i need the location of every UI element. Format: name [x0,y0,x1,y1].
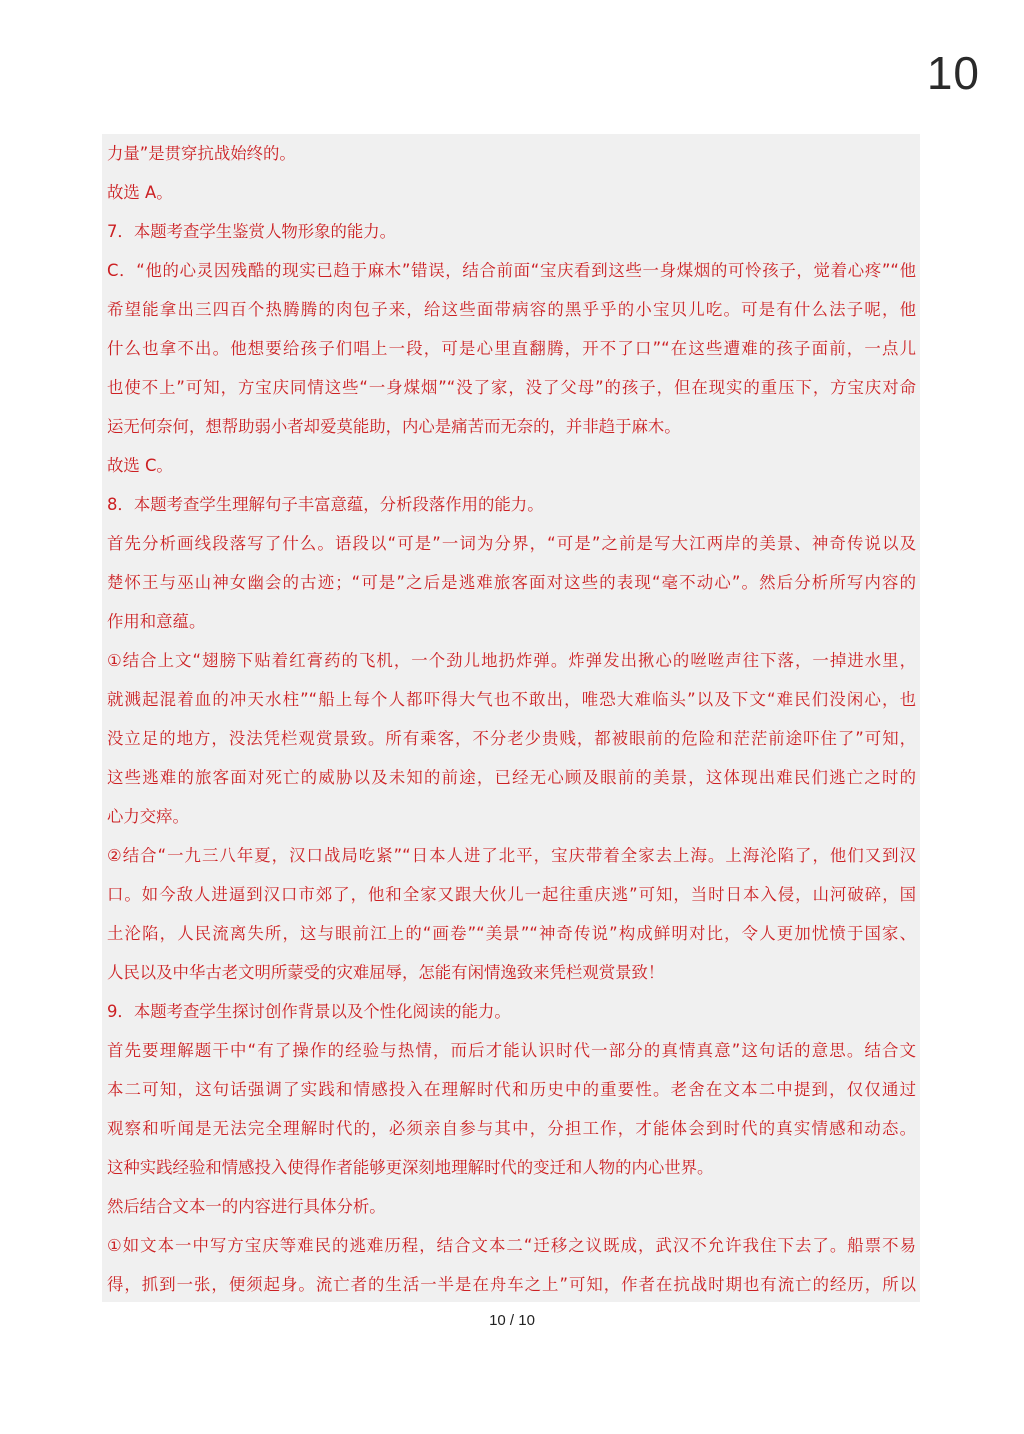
text-line: 就溅起混着血的冲天水柱”“船上每个人都吓得大气也不敢出，唯恐大难临头”以及下文“难民们没闲心，也 [107,690,916,709]
text-line: 人民以及中华古老文明所蒙受的灾难屈辱，怎能有闲情逸致来凭栏观赏景致！ [107,963,665,982]
text-line: 观察和听闻是无法完全理解时代的，必须亲自参与其中，分担工作，才能体会到时代的真实情感和动态。 [107,1119,916,1138]
text-line: 作用和意蕴。 [107,612,206,631]
text-line: 这些逃难的旅客面对死亡的威胁以及未知的前途，已经无心顾及眼前的美景，这体现出难民们逃亡之时的 [107,768,916,787]
text-line: 故选 C。 [107,456,173,475]
text-line: ①结合上文“翅膀下贴着红膏药的飞机，一个劲儿地扔炸弹。炸弹发出揪心的咝咝声往下落，一掉进水里， [107,651,916,670]
text-line: 得，抓到一张，便须起身。流亡者的生活一半是在舟车之上”可知，作者在抗战时期也有流亡的经历，所以 [107,1275,916,1294]
text-line: 力量”是贯穿抗战始终的。 [107,144,296,163]
text-line: 什么也拿不出。他想要给孩子们唱上一段，可是心里直翻腾，开不了口”“在这些遭难的孩子面前，一点儿 [107,339,916,358]
text-line: 这种实践经验和情感投入使得作者能够更深刻地理解时代的变迁和人物的内心世界。 [107,1158,714,1177]
text-line: 然后结合文本一的内容进行具体分析。 [107,1197,386,1216]
text-line: 也使不上”可知，方宝庆同情这些“一身煤烟”“没了家，没了父母”的孩子，但在现实的重压下，方宝庆对命 [107,378,916,397]
text-line: 首先要理解题干中“有了操作的经验与热情，而后才能认识时代一部分的真情真意”这句话的意思。结合文 [107,1041,916,1060]
text-line: C．“他的心灵因残酷的现实已趋于麻木”错误，结合前面“宝庆看到这些一身煤烟的可怜孩子，觉着心疼”“他 [107,261,916,280]
text-line: 首先分析画线段落写了什么。语段以“可是”一词为分界，“可是”之前是写大江两岸的美景、神奇传说以及 [107,534,916,553]
text-line: 心力交瘁。 [107,807,189,826]
text-line: 8．本题考查学生理解句子丰富意蕴，分析段落作用的能力。 [107,495,544,514]
text-line: 希望能拿出三四百个热腾腾的肉包子来，给这些面带病容的黑乎乎的小宝贝儿吃。可是有什么法子呢，他 [107,300,916,319]
text-line: ①如文本一中写方宝庆等难民的逃难历程，结合文本二“迁移之议既成，武汉不允许我住下去了。船票不易 [107,1236,916,1255]
text-line: 9．本题考查学生探讨创作背景以及个性化阅读的能力。 [107,1002,511,1021]
text-line: 故选 A。 [107,183,173,202]
text-line: 7．本题考查学生鉴赏人物形象的能力。 [107,222,397,241]
text-line: 没立足的地方，没法凭栏观赏景致。所有乘客，不分老少贵贱，都被眼前的危险和茫茫前途吓住了”可知， [107,729,916,748]
text-line: 楚怀王与巫山神女幽会的古迹；“可是”之后是逃难旅客面对这些的表现“毫不动心”。然后分析所写内容的 [107,573,916,592]
text-line: 土沦陷，人民流离失所，这与眼前江上的“画卷”“美景”“神奇传说”构成鲜明对比，令人更加忧愤于国家、 [107,924,916,943]
text-line: 本二可知，这句话强调了实践和情感投入在理解时代和历史中的重要性。老舍在文本二中提到，仅仅通过 [107,1080,916,1099]
text-line: 运无何奈何，想帮助弱小者却爱莫能助，内心是痛苦而无奈的，并非趋于麻木。 [107,417,681,436]
page-number-corner: 10 [926,47,980,99]
answer-explanation-text [102,134,920,1302]
text-line: 口。如今敌人进逼到汉口市郊了，他和全家又跟大伙儿一起往重庆逃”可知，当时日本入侵，山河破碎，国 [107,885,916,904]
text-line: ②结合“一九三八年夏，汉口战局吃紧”“日本人进了北平，宝庆带着全家去上海。上海沦陷了，他们又到汉 [107,846,916,865]
page-indicator: 10 / 10 [489,1312,535,1329]
